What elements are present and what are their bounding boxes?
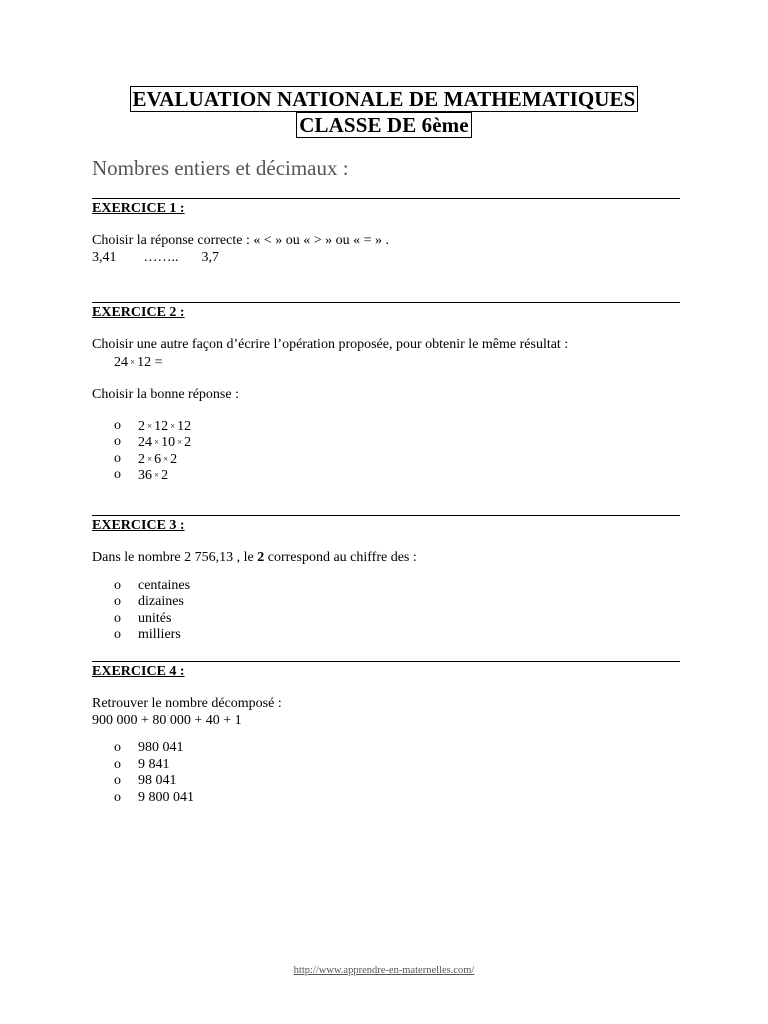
comparison-blank: ……..: [143, 249, 179, 265]
option-item[interactable]: o 24 × 10 × 2: [114, 434, 192, 450]
option-item[interactable]: o 9 841: [114, 756, 170, 772]
exercise-1-heading: EXERCICE 1 :: [92, 198, 680, 217]
exercise-2-heading: EXERCICE 2 :: [92, 302, 680, 321]
exercise-4: [92, 661, 680, 806]
exercise-4-options: [92, 740, 680, 806]
bullet-icon: o: [114, 610, 121, 626]
comparison-right-value: 3,7: [201, 249, 219, 265]
comparison-left-value: 3,41: [92, 249, 117, 265]
bullet-icon: o: [114, 756, 121, 772]
exercise-4-heading: EXERCICE 4 :: [92, 661, 680, 680]
option-item[interactable]: o 980 041: [114, 740, 184, 755]
bullet-icon: o: [114, 417, 121, 433]
bullet-icon: o: [114, 594, 121, 609]
bullet-icon: o: [114, 467, 121, 482]
bullet-icon: o: [114, 740, 121, 755]
option-item[interactable]: o unités: [114, 610, 172, 626]
bullet-icon: o: [114, 450, 121, 466]
bullet-icon: o: [114, 789, 121, 805]
exercise-4-instruction: Retrouver le nombre décomposé :: [92, 696, 282, 711]
exercise-3-instruction: Dans le nombre 2 756,13 , le 2 correspond au chiffre des :: [92, 550, 417, 565]
exercise-3-heading: EXERCICE 3 :: [92, 515, 680, 534]
operation-operand-b: 12 =: [137, 354, 163, 370]
bullet-icon: o: [114, 577, 121, 593]
bullet-icon: o: [114, 773, 121, 788]
title-line-2: CLASSE DE 6ème: [296, 112, 471, 138]
section-title: Nombres entiers et décimaux :: [92, 156, 349, 180]
option-item[interactable]: o dizaines: [114, 594, 184, 609]
option-item[interactable]: o centaines: [114, 577, 191, 593]
exercise-4-expression: 900 000 + 80 000 + 40 + 1: [92, 712, 242, 728]
title-line-1: EVALUATION NATIONALE DE MATHEMATIQUES: [130, 86, 639, 112]
exercise-2: [92, 302, 680, 484]
bullet-icon: o: [114, 627, 121, 642]
exercise-2-operation: [92, 354, 680, 372]
exercise-1-comparison: [92, 250, 680, 267]
exercise-1: [92, 198, 680, 266]
exercise-3-options: [92, 578, 680, 644]
option-item[interactable]: o 36 × 2: [114, 467, 169, 483]
footer-link[interactable]: http://www.apprendre-en-maternelles.com/: [293, 965, 475, 976]
exercise-2-options: [92, 418, 680, 484]
option-item[interactable]: o 2 × 12 × 12: [114, 417, 192, 434]
exercise-3: [92, 515, 680, 644]
exercise-2-prompt: Choisir la bonne réponse :: [92, 387, 239, 402]
option-item[interactable]: o 9 800 041: [114, 789, 194, 805]
times-sign: ×: [130, 356, 136, 367]
option-item[interactable]: o 2 × 6 × 2: [114, 450, 178, 467]
option-item[interactable]: o milliers: [114, 627, 181, 642]
page-title: [0, 86, 768, 138]
operation-operand-a: 24: [114, 354, 128, 370]
exercise-2-instruction: Choisir une autre façon d’écrire l’opération proposée, pour obtenir le même résultat :: [92, 337, 569, 352]
option-item[interactable]: o 98 041: [114, 773, 177, 788]
bullet-icon: o: [114, 434, 121, 449]
exercise-1-instruction: Choisir la réponse correcte : « < » ou « > » ou « = » .: [92, 233, 390, 248]
